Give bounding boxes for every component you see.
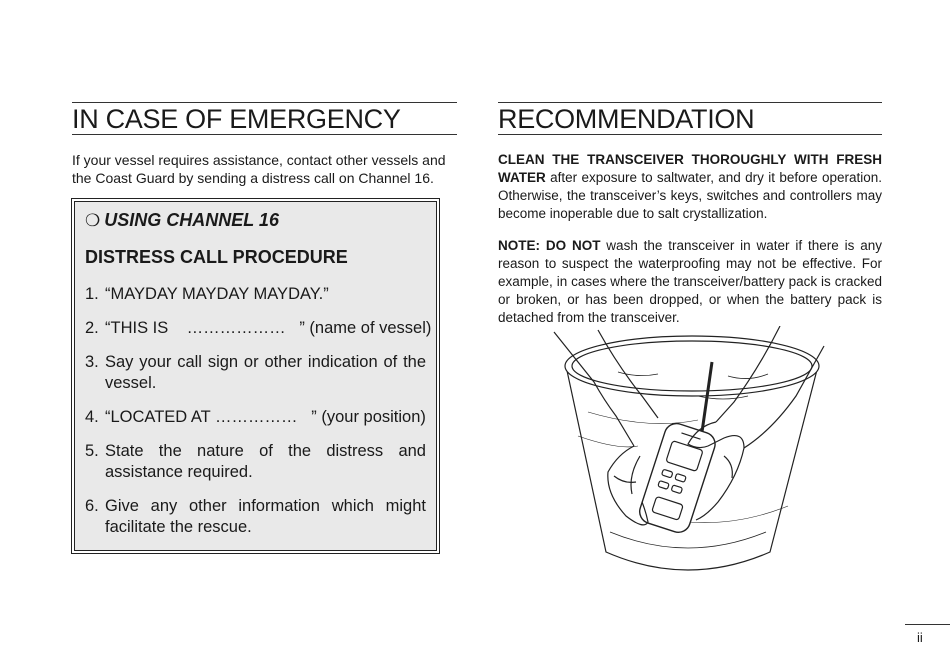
page-number: ii	[917, 630, 923, 645]
procedure-step	[85, 284, 426, 305]
step-number: 4.	[85, 408, 99, 426]
procedure-steps	[85, 284, 432, 538]
bucket-rim	[565, 336, 819, 396]
step-text: “THIS IS ……………… ” (name of vessel)	[105, 319, 432, 337]
procedure-step	[85, 318, 432, 339]
step-text: Say your call sign or other indication of the vessel.	[105, 353, 426, 392]
procedure-title: DISTRESS CALL PROCEDURE	[85, 247, 348, 267]
transceiver-washing-illustration	[548, 326, 828, 578]
page-number-rule	[905, 624, 950, 625]
radio-icon	[637, 420, 719, 535]
step-text: Give any other information which might facilitate the rescue.	[105, 497, 426, 536]
emergency-heading: IN CASE OF EMERGENCY	[72, 102, 457, 135]
recommendation-para-2	[498, 237, 882, 327]
emergency-intro: If your vessel requires assistance, contact other vessels and the Coast Guard by sending a distress call on Channel 16.	[72, 152, 446, 186]
procedure-step	[85, 441, 426, 483]
note-detail: wash the transceiver in water if there is any reason to suspect the waterproofing may not be effective. For example, in cases where the transceiver/battery pack is cracked or broken, or has been dropped, or when the battery pack is detached from the transceiver.	[498, 238, 882, 325]
procedure-step	[85, 352, 426, 394]
clean-warning-detail: after exposure to saltwater, and dry it before operation. Otherwise, the transceiver’s keys, switches and controllers may become inoperable due to salt crystallization.	[498, 170, 882, 221]
right-column	[498, 102, 882, 327]
note-label: NOTE: DO NOT	[498, 238, 601, 253]
left-column	[72, 102, 457, 551]
channel16-subheading	[85, 208, 426, 233]
clean-warning: CLEAN THE TRANSCEIVER THOROUGHLY WITH FRESH WATER	[498, 152, 882, 185]
recommendation-para-1	[498, 151, 882, 223]
step-number: 2.	[85, 319, 99, 337]
step-number: 5.	[85, 442, 99, 460]
step-number: 1.	[85, 285, 99, 303]
step-text: “MAYDAY MAYDAY MAYDAY.”	[105, 285, 329, 303]
step-number: 3.	[85, 353, 99, 371]
circle-bullet-icon: ❍	[85, 211, 101, 230]
channel16-subheading-text: USING CHANNEL 16	[104, 210, 279, 230]
recommendation-heading: RECOMMENDATION	[498, 102, 882, 135]
procedure-step	[85, 496, 426, 538]
step-number: 6.	[85, 497, 99, 515]
channel16-box	[74, 201, 437, 551]
step-text: State the nature of the distress and assistance required.	[105, 442, 426, 481]
step-text: “LOCATED AT …………… ” (your position)	[105, 408, 426, 426]
procedure-step	[85, 407, 426, 428]
